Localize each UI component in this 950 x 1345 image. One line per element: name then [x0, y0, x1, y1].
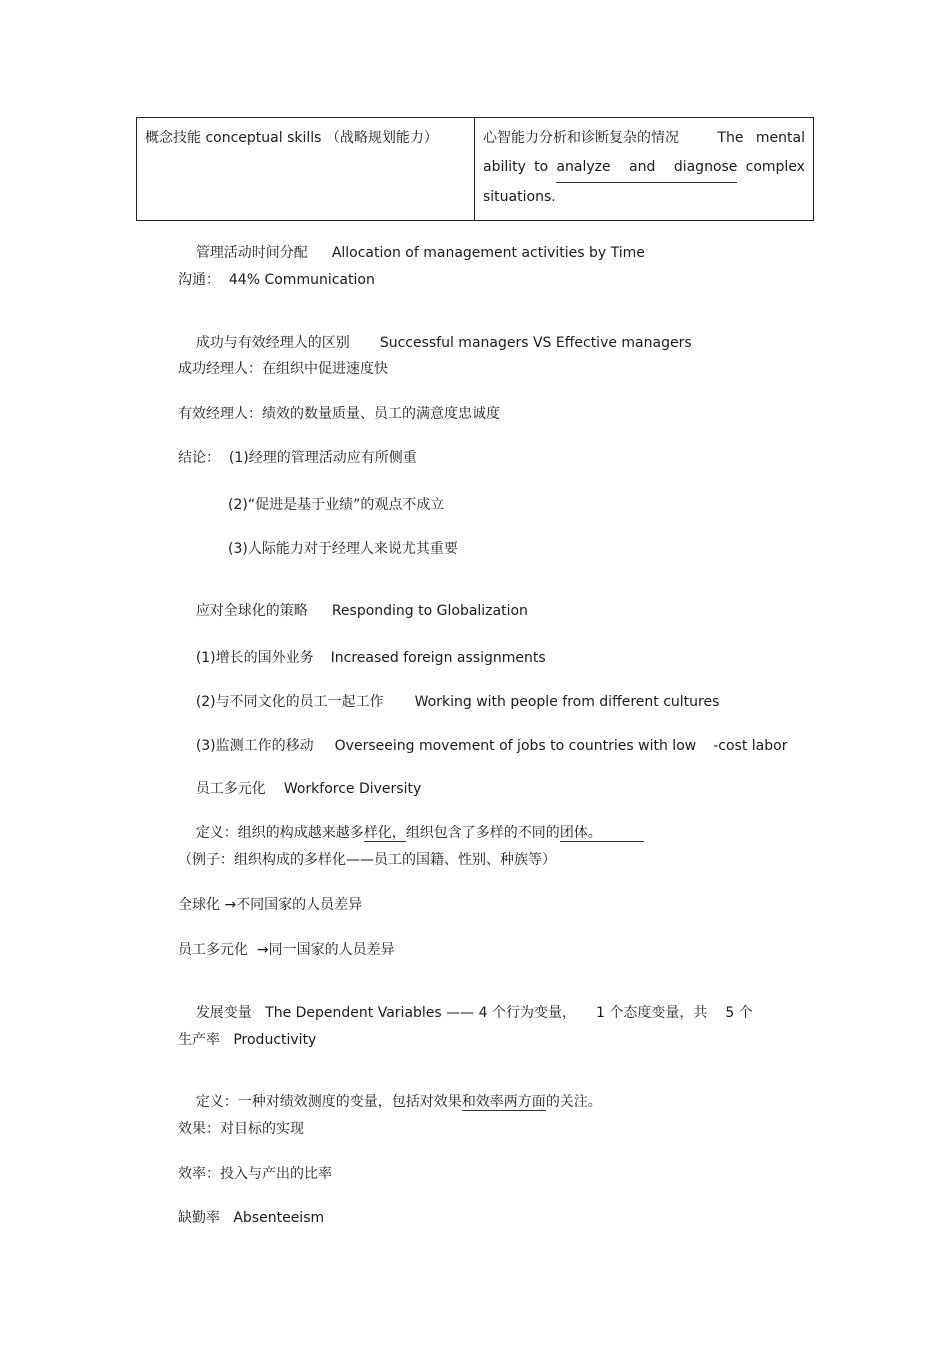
- def-part-a: 定义：组织的构成越来越多: [195, 825, 364, 841]
- skill-table: [136, 117, 814, 221]
- table-cell-left: 概念技能 conceptual skills （战略规划能力）: [137, 118, 475, 221]
- line-effectiveness: 效果：对目标的实现: [178, 1121, 304, 1137]
- table-row: [137, 118, 814, 221]
- item-en: Overseeing movement of jobs to countries with low: [334, 738, 697, 754]
- line-conclusion-2: (2)“促进是基于业绩”的观点不成立: [228, 497, 445, 513]
- item-en: Working with people from different cultures: [414, 694, 720, 710]
- right-en-word-ability: ability: [483, 159, 526, 175]
- dv-part-a: 发展变量 The Dependent Variables —— 4 个行为变量，: [195, 1005, 576, 1021]
- def-part-d-text: 团体。: [559, 825, 602, 841]
- dv-part-b: 1 个态度变量，共: [595, 1005, 708, 1021]
- heading-en: Workforce Diversity: [283, 781, 422, 797]
- line-diversity-example: （例子：组织构成的多样化——员工的国籍、性别、种族等）: [178, 852, 556, 868]
- def-part-b-underlined: 样化，: [363, 825, 406, 841]
- line-successful-manager: 成功经理人：在组织中促进速度快: [178, 361, 388, 377]
- line-conclusion-3: (3)人际能力对于经理人来说尤其重要: [228, 541, 458, 557]
- pd-part-b-underlined: 和效率两方面: [461, 1094, 546, 1110]
- line-absenteeism: 缺勤率 Absenteeism: [178, 1210, 325, 1226]
- heading-cn: 管理活动时间分配: [195, 245, 308, 261]
- right-en-underlined: analyze and diagnose: [556, 153, 737, 183]
- item-en-tail: -cost labor: [713, 738, 788, 754]
- line-conclusion-1: 结论： (1)经理的管理活动应有所侧重: [178, 450, 417, 466]
- line-globalization: [178, 584, 528, 638]
- right-line-1: [483, 124, 805, 153]
- def-part-c: 组织包含了多样的不同的: [405, 825, 560, 841]
- table-cell-right: [475, 118, 814, 221]
- right-en-word-to: to: [534, 159, 549, 175]
- heading-cn: 应对全球化的策略: [195, 603, 308, 619]
- item-cn: (3)监测工作的移动: [195, 738, 314, 754]
- heading-en: Responding to Globalization: [331, 603, 528, 619]
- item-en: Increased foreign assignments: [330, 650, 546, 666]
- line-effective-manager: 有效经理人：绩效的数量质量、员工的满意度忠诚度: [178, 406, 500, 422]
- heading-cn: 员工多元化: [195, 781, 266, 797]
- item-cn: (2)与不同文化的员工一起工作: [195, 694, 384, 710]
- right-line-2: [483, 153, 805, 183]
- line-globalization-diff: 全球化 →不同国家的人员差异: [178, 897, 363, 913]
- line-diversity-diff: 员工多元化 →同一国家的人员差异: [178, 942, 395, 958]
- right-en-text-1: The mental: [717, 130, 805, 146]
- pd-part-a: 定义：一种对绩效测度的变量，包括对效果: [195, 1094, 462, 1110]
- heading-en: Allocation of management activities by Time: [331, 245, 645, 261]
- def-part-d-underlined: [560, 825, 644, 842]
- pd-part-c: 的关注。: [545, 1094, 602, 1110]
- line-communication: 沟通： 44% Communication: [178, 272, 375, 288]
- line-productivity: 生产率 Productivity: [178, 1032, 317, 1048]
- heading-en: Successful managers VS Effective managers: [379, 335, 692, 351]
- item-cn: (1)增长的国外业务: [195, 650, 314, 666]
- right-cn-text: 心智能力分析和诊断复杂的情况: [483, 130, 679, 146]
- heading-cn: 成功与有效经理人的区别: [195, 335, 350, 351]
- right-en-word-complex: complex: [745, 159, 805, 175]
- right-line-3: situations.: [483, 189, 556, 205]
- dv-part-c: 5 个: [725, 1005, 753, 1021]
- line-efficiency: 效率：投入与产出的比率: [178, 1166, 332, 1182]
